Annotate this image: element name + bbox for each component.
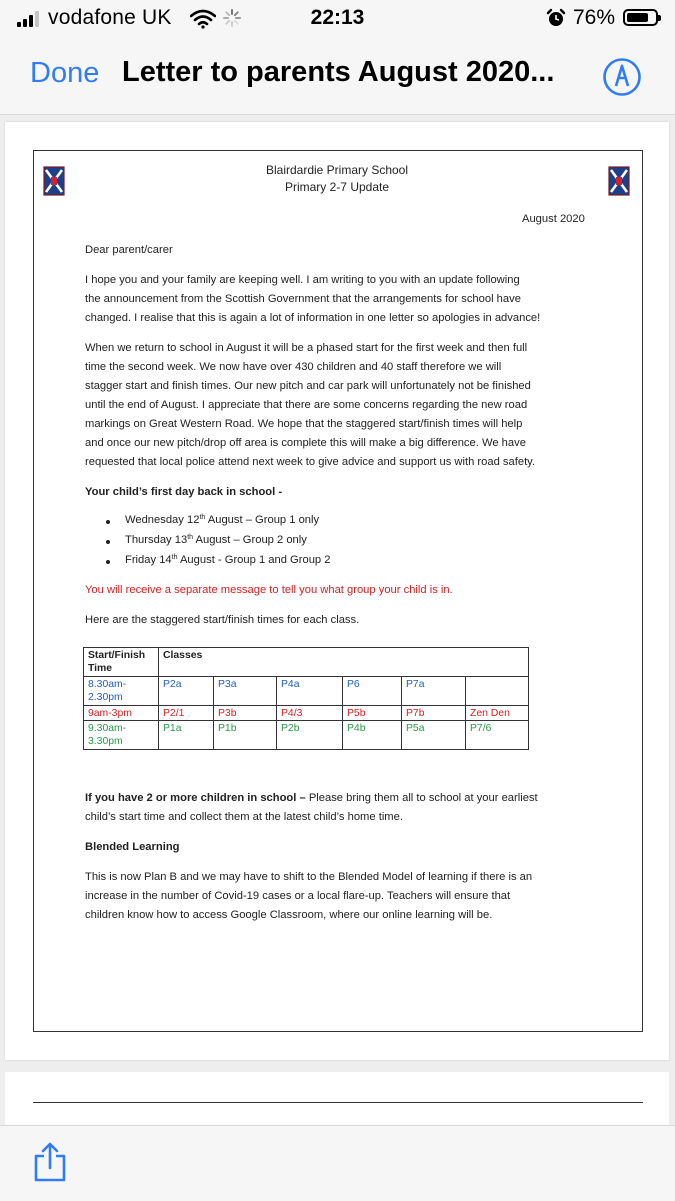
start-finish-times-table (83, 647, 529, 750)
page-border (33, 1102, 643, 1103)
table-cell: P2/1 (159, 706, 214, 721)
school-name: Blairdardie Primary School (265, 163, 409, 177)
blended-learning-heading: Blended Learning (85, 841, 180, 853)
table-cell: P5b (343, 706, 402, 721)
bottom-toolbar (0, 1125, 675, 1201)
table-cell: P7/6 (466, 721, 529, 750)
paragraph-line: markings on Great Western Road. We hope that the staggered start/finish times will help (85, 418, 523, 430)
table-cell-time: 8.30am- 2.30pm (84, 677, 159, 706)
table-cell: P7a (402, 677, 466, 706)
done-button[interactable]: Done (30, 57, 100, 89)
clock: 22:13 (310, 6, 365, 29)
battery-percentage: 76% (573, 6, 616, 29)
table-cell (466, 677, 529, 706)
first-day-item: Thursday 13th August – Group 2 only (125, 534, 307, 546)
times-intro: Here are the staggered start/finish times for each class. (85, 614, 360, 626)
letter-content (5, 122, 669, 1060)
alarm-clock-icon (546, 8, 566, 28)
table-cell-time: 9am-3pm (84, 706, 159, 721)
paragraph-line: When we return to school in August it will be a phased start for the first week and then full (85, 342, 528, 354)
table-row (84, 721, 529, 750)
table-cell: P5a (402, 721, 466, 750)
siblings-line: If you have 2 or more children in school – Please bring them all to school at your earliest (85, 792, 538, 804)
greeting: Dear parent/carer (85, 244, 173, 256)
table-cell: P3a (214, 677, 277, 706)
table-cell: P4b (343, 721, 402, 750)
share-icon[interactable] (32, 1142, 68, 1182)
paragraph-line: the announcement from the Scottish Government that the arrangements for school have (85, 293, 521, 305)
first-day-item: Wednesday 12th August – Group 1 only (125, 514, 320, 526)
paragraph-line: children know how to access Google Classroom, where our online learning will be. (85, 909, 493, 921)
paragraph-line: time the second week. We now have over 430 children and 40 staff therefore we will (85, 361, 502, 373)
paragraph-line: This is now Plan B and we may have to shift to the Blended Model of learning if there is an (85, 871, 533, 883)
bullet-icon (106, 540, 110, 544)
navigation-bar (0, 38, 675, 115)
paragraph-line: and once our new pitch/drop off area is complete this will make a big difference. We have (85, 437, 526, 449)
paragraph-line: I hope you and your family are keeping well. I am writing to you with an update following (85, 274, 520, 286)
table-header-cell: Start/Finish Time (84, 648, 159, 677)
document-title: Letter to parents August 2020... (122, 56, 555, 88)
table-header-row (84, 648, 529, 677)
letter-subtitle: Primary 2-7 Update (284, 180, 390, 194)
table-cell: P4a (277, 677, 343, 706)
document-viewer[interactable] (0, 115, 675, 1125)
paragraph-line: stagger start and finish times. Our new pitch and car park will unfortunately not be finished (85, 380, 531, 392)
table-cell: P6 (343, 677, 402, 706)
paragraph-line: changed. I realise that this is again a lot of information in one letter so apologies in advance! (85, 312, 541, 324)
document-page-2 (5, 1072, 669, 1125)
table-cell-time: 9.30am- 3.30pm (84, 721, 159, 750)
table-header-cell: Classes (159, 648, 529, 677)
paragraph-line: increase in the number of Covid-19 cases or a local flare-up. Teachers will ensure that (85, 890, 511, 902)
bullet-icon (106, 520, 110, 524)
table-row (84, 677, 529, 706)
table-cell: P7b (402, 706, 466, 721)
letter-date: August 2020 (522, 213, 585, 225)
siblings-line: child’s start time and collect them at the latest child’s home time. (85, 811, 403, 823)
table-cell: P1a (159, 721, 214, 750)
bullet-icon (106, 560, 110, 564)
paragraph-line: requested that local police attend next week to give advice and support us with road safety. (85, 456, 536, 468)
table-cell: P1b (214, 721, 277, 750)
first-day-heading: Your child’s first day back in school - (85, 486, 283, 498)
paragraph-line: until the end of August. I appreciate that there are some concerns regarding the new road (85, 399, 528, 411)
table-cell: P2a (159, 677, 214, 706)
first-day-item: Friday 14th August - Group 1 and Group 2 (125, 554, 331, 566)
table-cell: Zen Den (466, 706, 529, 721)
table-row (84, 706, 529, 721)
table-cell: P4/3 (277, 706, 343, 721)
separate-message-notice: You will receive a separate message to tell you what group your child is in. (85, 584, 453, 596)
table-cell: P3b (214, 706, 277, 721)
battery-icon (623, 9, 658, 26)
carrier-name: vodafone UK (48, 6, 172, 29)
markup-pen-icon[interactable] (602, 57, 642, 97)
status-bar (0, 0, 675, 38)
table-cell: P2b (277, 721, 343, 750)
document-page (5, 122, 669, 1060)
